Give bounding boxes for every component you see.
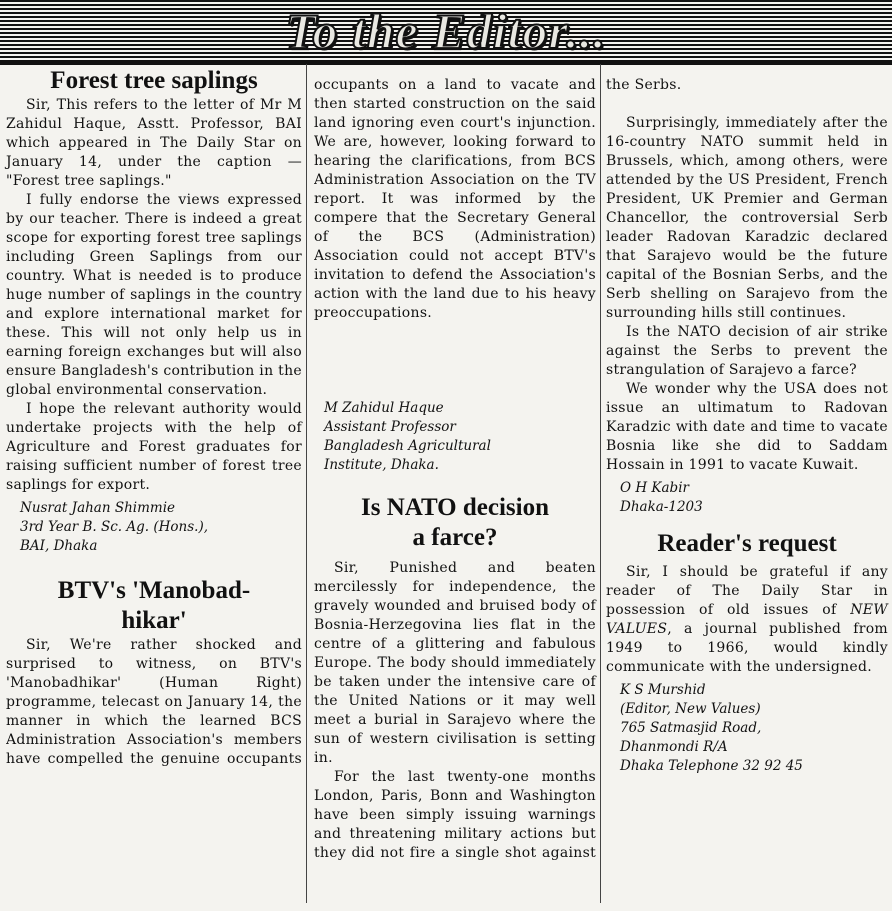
column-divider [306, 64, 307, 903]
letter-paragraph: I hope the relevant authority would undertake projects with the help of Agriculture and Forest graduates for raising sufficient number of forest tree saplings for export. [6, 401, 302, 493]
letter-paragraph: For the last twenty-one months London, Paris, Bonn and Washington have been simply issuing warnings and threatening military actions but they did not fire a single shot against [314, 769, 596, 861]
letter-signature-line: (Editor, New Values) [620, 701, 761, 717]
letter-signature-line: BAI, Dhaka [20, 538, 98, 554]
letter-paragraph-continued: occupants on a land to vacate and then started construction on the said land ignoring even court's injunction. We are, however, looking forward to hearing the clarifications, from BCS Administration Association on the TV report. It was informed by the compere that the Secretary General of the BCS (Administration) Association could not accept BTV's invitation to defend the Association's action with the land due to his heavy preoccupations. [314, 77, 596, 321]
letter-title [314, 493, 596, 553]
title-line: Is NATO decision [360, 494, 549, 521]
letter-signature-name: K S Murshid [620, 682, 706, 698]
letter-nato-continued [606, 76, 888, 114]
section-title: To the Editor... [285, 3, 607, 59]
text-run: , a journal published from 1949 to 1966, would kindly communicate with the undersigned. [606, 621, 888, 675]
letter-btv-manobadhikar [6, 576, 302, 769]
letter-title: Forest tree saplings [50, 67, 258, 94]
letter-signature-line: Assistant Professor [324, 419, 456, 435]
letter-signature-line: Institute, Dhaka. [324, 457, 439, 473]
letter-signature-line: Dhanmondi R/A [620, 739, 728, 755]
title-line: hikar' [121, 607, 187, 634]
letter-signature-line: 765 Satmasjid Road, [620, 720, 762, 736]
letter-body-start [314, 768, 596, 863]
letter-title [6, 576, 302, 636]
letter-paragraph: Sir, This refers to the letter of Mr M Zahidul Haque, Asstt. Professor, BAI which appeared in The Daily Star on January 14, under the caption — "Forest tree saplings." [6, 97, 302, 189]
letter-signature-line: Dhaka Telephone 32 92 45 [620, 758, 803, 774]
letter-signature-name: M Zahidul Haque [324, 400, 444, 416]
letter-signature-line: Dhaka-1203 [620, 499, 703, 515]
journal-name: NEW VALUES [606, 602, 888, 637]
letter-btv-continued [314, 76, 596, 399]
letter-signature-line: Bangladesh Agricultural [324, 438, 491, 454]
letter-nato-decision [314, 493, 596, 863]
letter-signature-name: O H Kabir [620, 480, 689, 496]
title-line: BTV's 'Manobad- [57, 577, 251, 604]
letter-paragraph: We wonder why the USA does not issue an ultimatum to Radovan Karadzic with date and time to vacate Bosnia like she did to Saddam Hossain in 1991 to vacate Kuwait. [606, 381, 888, 473]
column-divider [600, 64, 601, 903]
letter-signature-line: 3rd Year B. Sc. Ag. (Hons.), [20, 519, 209, 535]
letter-paragraph: Surprisingly, immediately after the 16-country NATO summit held in Brussels, which, among others, were attended by the US President, French President, UK Premier and German Chancellor, the controversial Serb leader Radovan Karadzic declared that Sarajevo would be the future capital of the Bosnian Serbs, and the Serb shelling on Sarajevo from the surrounding hills still continues. [606, 115, 888, 321]
column-2 [314, 76, 596, 863]
letter-paragraph-continued: the Serbs. [606, 77, 682, 93]
column-1 [6, 64, 302, 769]
column-3 [606, 76, 888, 776]
letter-paragraph: Sir, We're rather shocked and surprised to witness, on BTV's 'Manobadhikar' (Human Right) programme, telecast on January 14, the manner in which the learned BCS Administration Association's members have compelled the genuine occupants [6, 637, 302, 767]
text-run: Sir, I should be grateful if any reader of The Daily Star in possession of old issues of [606, 564, 888, 618]
letter-readers-request [606, 529, 888, 776]
letter-signature-name: Nusrat Jahan Shimmie [20, 500, 176, 516]
letter-title: Reader's request [657, 530, 837, 557]
letter-body-start [6, 636, 302, 769]
letter-paragraph: Sir, Punished and beaten mercilessly for independence, the gravely wounded and bruised body of Bosnia-Herzegovina lies flat in the centre of a glittering and fabulous Europe. The body should immediately be taken under the intensive care of the United Nations or it may well meet a burial in Sarajevo where the sun of western civilisation is setting in. [314, 560, 596, 766]
letter-forest-tree-saplings [6, 66, 302, 556]
masthead-banner [0, 0, 892, 65]
letter-paragraph [606, 563, 888, 677]
letter-paragraph: I fully endorse the views expressed by our teacher. There is indeed a great scope for exporting forest tree saplings including Green Saplings from our country. What is needed is to produce huge number of saplings in the country and explore international market for these. This will not only help us in earning foreign exchanges but will also ensure Bangladesh's contribution in the global environmental conservation. [6, 192, 302, 398]
title-line: a farce? [412, 524, 498, 551]
letter-paragraph: Is the NATO decision of air strike against the Serbs to prevent the strangulation of Sarajevo a farce? [606, 324, 888, 378]
